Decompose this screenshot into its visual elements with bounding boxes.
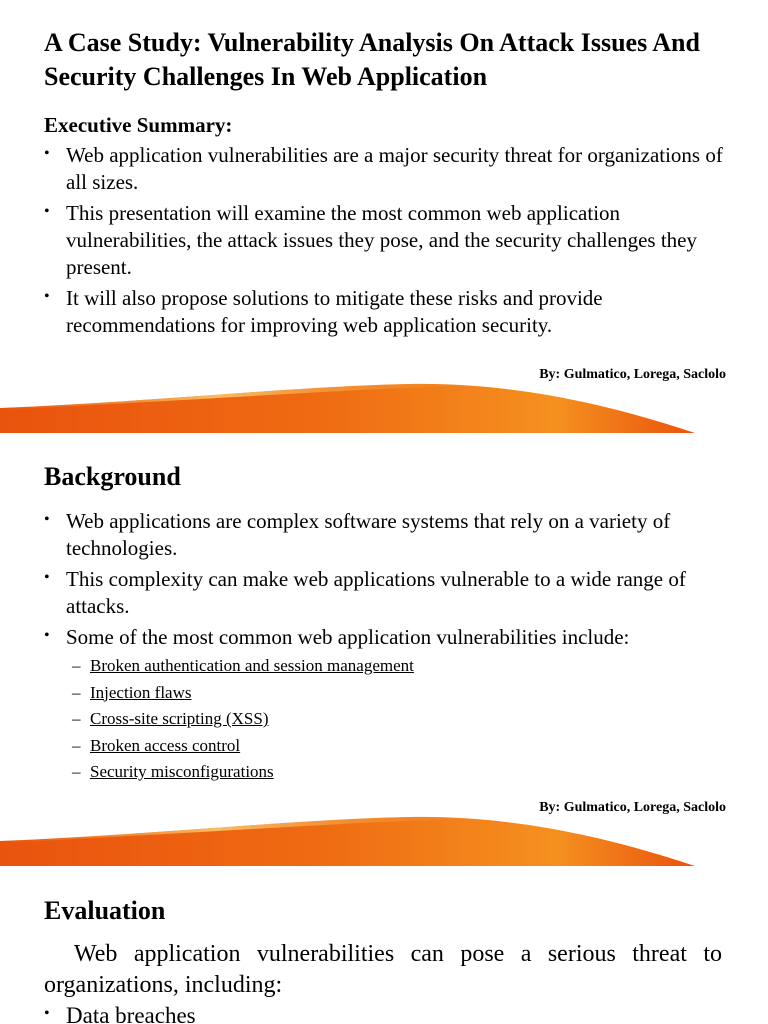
vulnerability-link[interactable]: Cross-site scripting (XSS)	[90, 709, 269, 729]
slide-background	[0, 433, 768, 866]
slide-executive-summary	[0, 0, 768, 433]
bullet-icon: •	[44, 203, 50, 220]
dash-icon: –	[72, 682, 81, 702]
bullet-icon: •	[44, 627, 50, 644]
evaluation-paragraph: Web application vulnerabilities can pose a serious threat to organizations, including:	[44, 941, 722, 998]
bullet-list	[44, 142, 728, 343]
sub-list-item	[66, 682, 728, 704]
list-item: • It will also propose solutions to mitigate these risks and provide recommendations for improving web application security.	[44, 286, 603, 337]
author-byline: By: Gulmatico, Lorega, Saclolo	[539, 800, 726, 815]
bullet-icon: •	[44, 145, 50, 162]
bullet-list	[44, 508, 728, 788]
list-item: • Some of the most common web application vulnerabilities include: – Broken authentication and session management – Injection flaws – Cross-site scripting (XSS) – Broken access control – Security misconfigurations	[44, 624, 728, 783]
vulnerability-sublist	[66, 655, 728, 783]
list-item: • Data breaches	[44, 1003, 196, 1024]
bullet-list	[44, 1002, 728, 1024]
dash-icon: –	[72, 709, 81, 729]
sub-list-item	[66, 708, 728, 730]
vulnerability-link[interactable]: Injection flaws	[90, 682, 192, 702]
bullet-icon: •	[44, 288, 50, 305]
dash-icon: –	[72, 735, 81, 755]
orange-wave-decoration	[0, 372, 768, 433]
bullet-icon: •	[44, 1005, 50, 1022]
list-item: • This presentation will examine the most common web application vulnerabilities, the attack issues they pose, and the security challenges they present.	[44, 201, 697, 279]
slide-title: Evaluation	[44, 896, 166, 925]
bullet-icon: •	[44, 511, 50, 528]
dash-icon: –	[72, 656, 81, 675]
list-item: • Web application vulnerabilities are a major security threat for organizations of all sizes.	[44, 143, 723, 194]
dash-icon: –	[72, 762, 81, 782]
slide-evaluation	[0, 866, 768, 1024]
orange-wave-decoration	[0, 805, 768, 866]
sub-list-item	[66, 735, 728, 757]
author-byline: By: Gulmatico, Lorega, Saclolo	[539, 367, 726, 382]
list-item: • Web applications are complex software systems that rely on a variety of technologies.	[44, 509, 671, 560]
vulnerability-link[interactable]: Broken authentication and session management	[90, 656, 414, 675]
section-subheading: Executive Summary:	[44, 113, 233, 137]
slide-title: A Case Study: Vulnerability Analysis On Attack Issues And Security Challenges In Web Application	[44, 28, 700, 91]
slide-title: Background	[44, 462, 181, 491]
list-item: • This complexity can make web applications vulnerable to a wide range of attacks.	[44, 567, 686, 618]
vulnerability-link[interactable]: Security misconfigurations	[90, 762, 274, 782]
sub-list-item	[66, 655, 728, 677]
bullet-icon: •	[44, 569, 50, 586]
sub-list-item	[66, 761, 728, 783]
vulnerability-link[interactable]: Broken access control	[90, 735, 241, 755]
